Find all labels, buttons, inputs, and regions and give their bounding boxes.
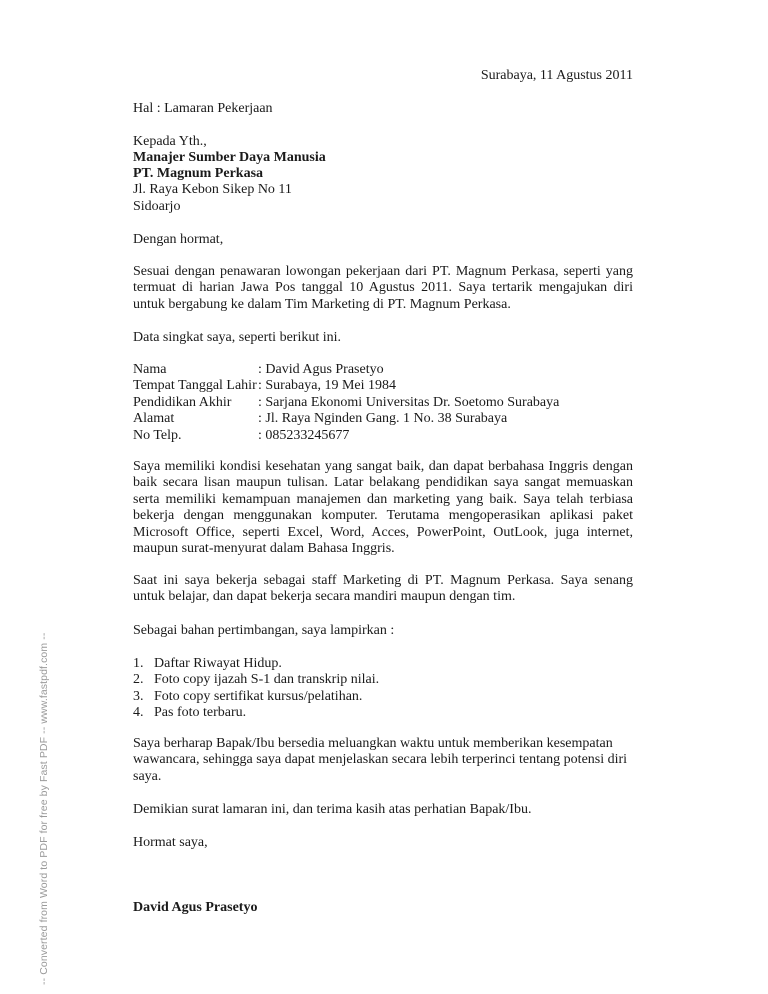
list-text: Daftar Riwayat Hidup.	[154, 656, 282, 671]
paragraph-line: wawancara, sehingga saya dapat menjelaskan secara lebih terperinci tentang potensi diri	[133, 752, 628, 768]
field-label: Tempat Tanggal Lahir	[133, 378, 257, 394]
recipient-city: Sidoarjo	[133, 199, 181, 214]
paragraph-qualifications	[133, 459, 633, 557]
field-value: : Jl. Raya Nginden Gang. 1 No. 38 Surabaya	[258, 411, 508, 427]
recipient-position: Manajer Sumber Daya Manusia	[133, 150, 326, 165]
list-text: Foto copy ijazah S-1 dan transkrip nilai.	[154, 672, 380, 688]
field-label: No Telp.	[133, 427, 182, 443]
field-value: : Surabaya, 19 Mei 1984	[258, 378, 397, 394]
paragraph-line: maupun surat-menyurat dalam Bahasa Inggris.	[133, 540, 395, 556]
recipient-address: Jl. Raya Kebon Sikep No 11	[133, 182, 292, 197]
closing-paragraph: Demikian surat lamaran ini, dan terima kasih atas perhatian Bapak/Ibu.	[133, 802, 532, 817]
paragraph-current-job	[133, 573, 633, 606]
data-intro: Data singkat saya, seperti berikut ini.	[133, 330, 341, 345]
field-label: Pendidikan Akhir	[133, 394, 232, 410]
list-item	[133, 689, 633, 705]
list-number: 3.	[133, 688, 144, 704]
paragraph-line: untuk belajar, dan dapat bekerja secara mandiri maupun dengan tim.	[133, 589, 516, 605]
list-item	[133, 705, 633, 721]
subject-line: Hal : Lamaran Pekerjaan	[133, 101, 273, 116]
list-number: 4.	[133, 705, 144, 721]
paragraph-line: baik secara lisan maupun tulisan. Latar belakang pendidikan saya sangat memuaskan	[133, 475, 633, 491]
field-value: : David Agus Prasetyo	[258, 362, 384, 377]
personal-data-row	[133, 362, 633, 378]
signature-name: David Agus Prasetyo	[133, 900, 258, 915]
field-label: Alamat	[133, 411, 175, 427]
recipient-company: PT. Magnum Perkasa	[133, 166, 264, 181]
list-item	[133, 656, 633, 672]
paragraph-interview-request	[133, 736, 633, 785]
list-number: 2.	[133, 672, 144, 688]
personal-data-row	[133, 378, 633, 394]
field-value: : 085233245677	[258, 427, 350, 443]
paragraph-line: bekerja dengan menggunakan komputer. Terutama mengoperasikan aplikasi paket	[133, 508, 633, 524]
field-label: Nama	[133, 362, 167, 377]
recipient-salutation: Kepada Yth.,	[133, 134, 207, 149]
personal-data-table	[133, 362, 633, 444]
list-number: 1.	[133, 656, 144, 671]
personal-data-row	[133, 395, 633, 411]
list-item	[133, 672, 633, 688]
closing: Hormat saya,	[133, 835, 208, 850]
list-text: Foto copy sertifikat kursus/pelatihan.	[154, 688, 363, 704]
attachments-intro: Sebagai bahan pertimbangan, saya lampirkan :	[133, 623, 395, 638]
paragraph-line: Sesuai dengan penawaran lowongan pekerjaan dari PT. Magnum Perkasa, seperti yang	[133, 264, 633, 279]
converter-watermark: -- Converted from Word to PDF for free by Fast PDF -- www.fastpdf.com --	[38, 632, 50, 985]
personal-data-row	[133, 428, 633, 444]
paragraph-line: Saya berharap Bapak/Ibu bersedia meluangkan waktu untuk memberikan kesempatan	[133, 736, 613, 751]
greeting: Dengan hormat,	[133, 232, 224, 247]
paragraph-line: Saat ini saya bekerja sebagai staff Marketing di PT. Magnum Perkasa. Saya senang	[133, 573, 633, 588]
attachments-list	[133, 656, 633, 722]
field-value: : Sarjana Ekonomi Universitas Dr. Soetomo Surabaya	[258, 394, 560, 410]
paragraph-line: saya.	[133, 768, 162, 784]
paragraph-line: termuat di harian Jawa Pos tanggal 10 Agustus 2011. Saya tertarik mengajukan diri	[133, 280, 633, 296]
paragraph-line: Saya memiliki kondisi kesehatan yang sangat baik, dan dapat berbahasa Inggris dengan	[133, 459, 633, 474]
paragraph-line: untuk bergabung ke dalam Tim Marketing di PT. Magnum Perkasa.	[133, 296, 511, 312]
list-text: Pas foto terbaru.	[154, 705, 247, 721]
paragraph-line: serta memiliki kemampuan manajemen dan marketing yang baik. Saya telah terbiasa	[133, 491, 633, 507]
paragraph-intro	[133, 264, 633, 313]
personal-data-row	[133, 411, 633, 427]
paragraph-line: Microsoft Office, seperti Excel, Word, Acces, PowerPoint, OutLook, juga internet,	[133, 524, 633, 540]
place-date: Surabaya, 11 Agustus 2011	[480, 68, 633, 83]
